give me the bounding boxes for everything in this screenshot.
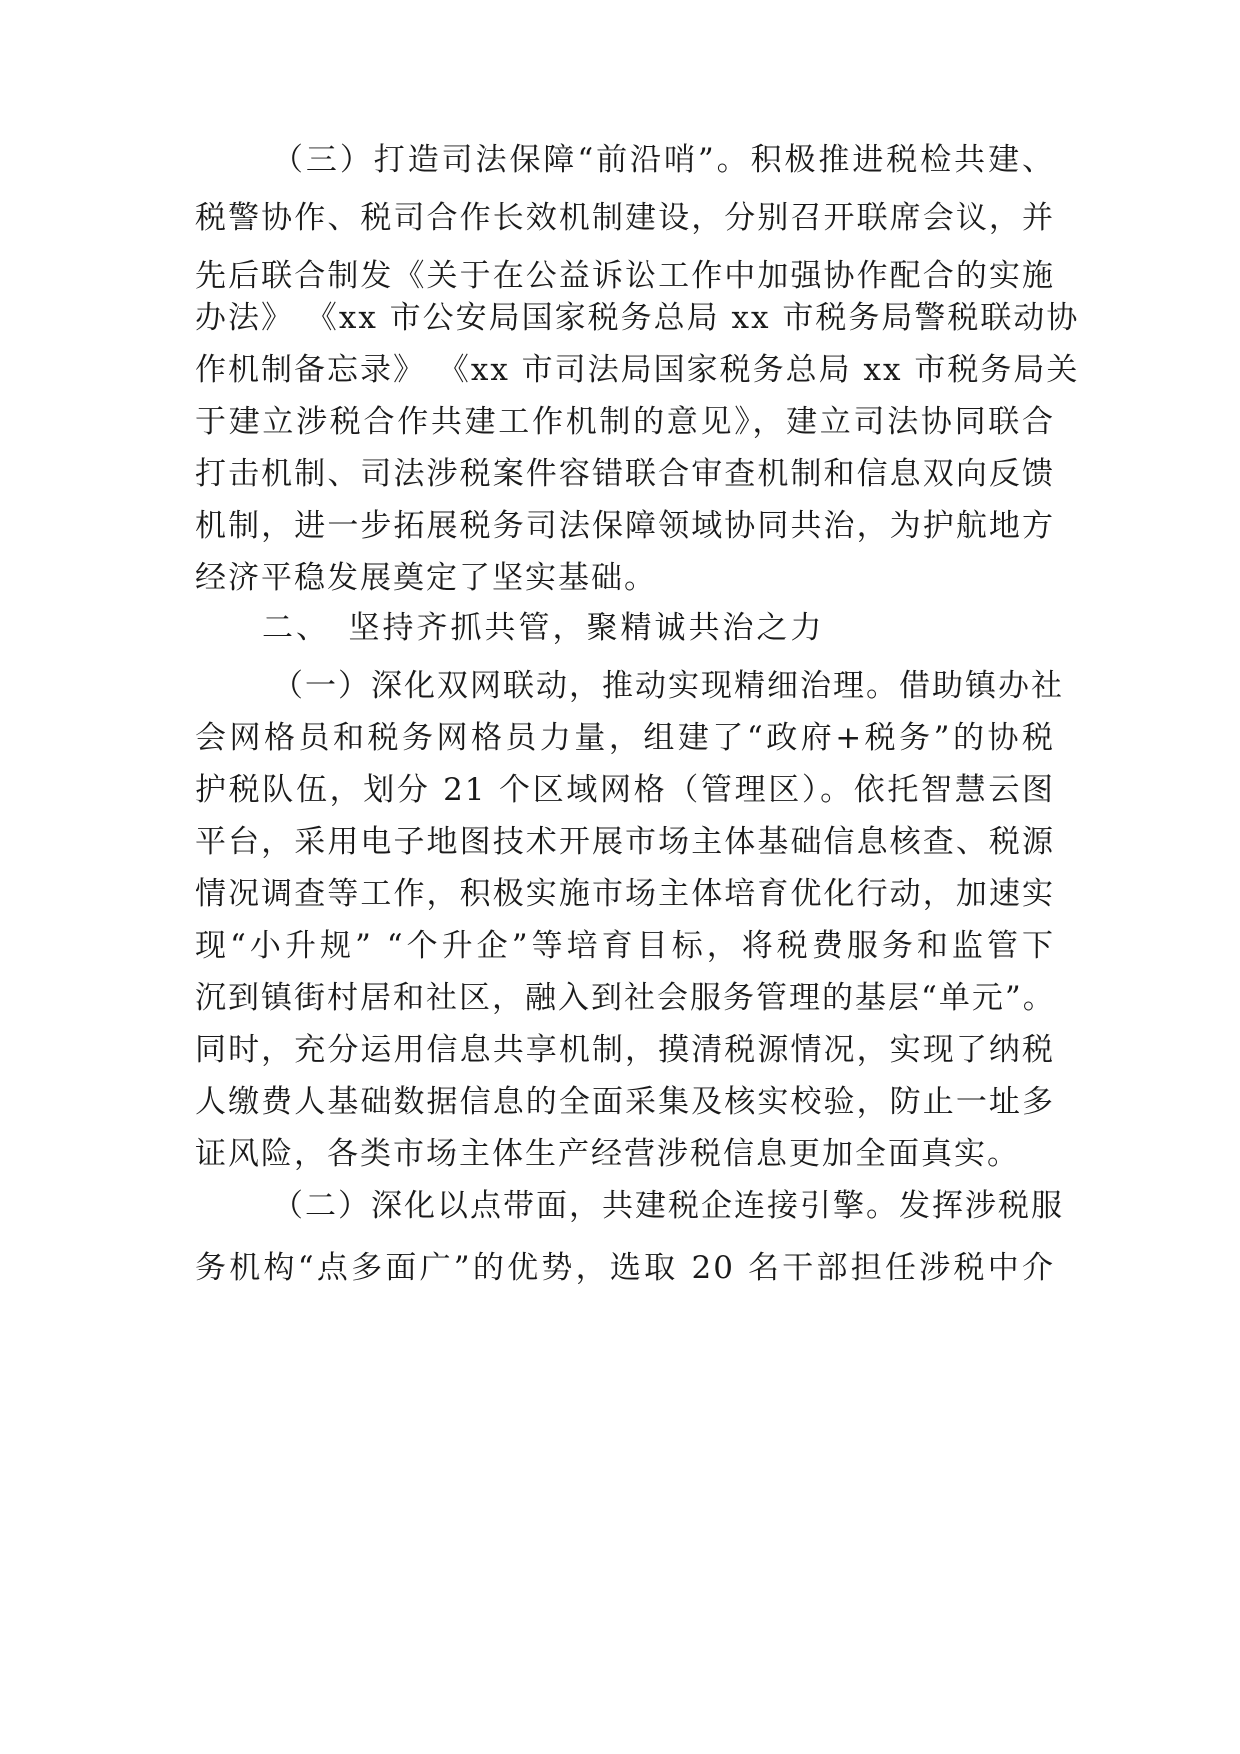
text-line: （二）深化以点带面，共建税企连接引擎。发挥涉税服 xyxy=(272,1188,1064,1224)
text-line: 护税队伍，划分 21 个区域网格（管理区）。依托智慧云图 xyxy=(195,772,1055,808)
text-line: 办法》 《xx 市公安局国家税务总局 xx 市税务局警税联动协 xyxy=(195,300,1080,336)
text-line: 情况调查等工作，积极实施市场主体培育优化行动，加速实 xyxy=(195,876,1055,912)
text-line: 现“小升规” “个升企”等培育目标，将税费服务和监管下 xyxy=(195,928,1055,964)
text-line: 先后联合制发《关于在公益诉讼工作中加强协作配合的实施 xyxy=(195,258,1055,294)
text-line: 同时，充分运用信息共享机制，摸清税源情况，实现了纳税 xyxy=(195,1032,1055,1068)
text-line: 机制，进一步拓展税务司法保障领域协同共治，为护航地方 xyxy=(195,508,1055,544)
text-line: 会网格员和税务网格员力量，组建了“政府+税务”的协税 xyxy=(195,720,1055,756)
text-line: 作机制备忘录》 《xx 市司法局国家税务总局 xx 市税务局关 xyxy=(195,352,1080,388)
text-line: 沉到镇街村居和社区，融入到社会服务管理的基层“单元”。 xyxy=(195,980,1056,1016)
text-line: 人缴费人基础数据信息的全面采集及核实校验，防止一址多 xyxy=(195,1084,1055,1120)
text-line: 打击机制、司法涉税案件容错联合审查机制和信息双向反馈 xyxy=(195,456,1055,492)
section-heading-text: 二、 坚持齐抓共管，聚精诚共治之力 xyxy=(262,610,825,646)
text-line: 于建立涉税合作共建工作机制的意见》，建立司法协同联合 xyxy=(195,404,1055,440)
text-line: 证风险，各类市场主体生产经营涉税信息更加全面真实。 xyxy=(195,1136,1020,1172)
text-line: 平台，采用电子地图技术开展市场主体基础信息核查、税源 xyxy=(195,824,1055,860)
text-line: 经济平稳发展奠定了坚实基础。 xyxy=(195,560,657,596)
text-line: 税警协作、税司合作长效机制建设，分别召开联席会议，并 xyxy=(195,200,1055,236)
text-line: 务机构“点多面广”的优势，选取 20 名干部担任涉税中介 xyxy=(195,1250,1055,1286)
text-line: （一）深化双网联动，推动实现精细治理。借助镇办社 xyxy=(272,668,1064,704)
text-line: （三）打造司法保障“前沿哨”。积极推进税检共建、 xyxy=(272,142,1055,178)
